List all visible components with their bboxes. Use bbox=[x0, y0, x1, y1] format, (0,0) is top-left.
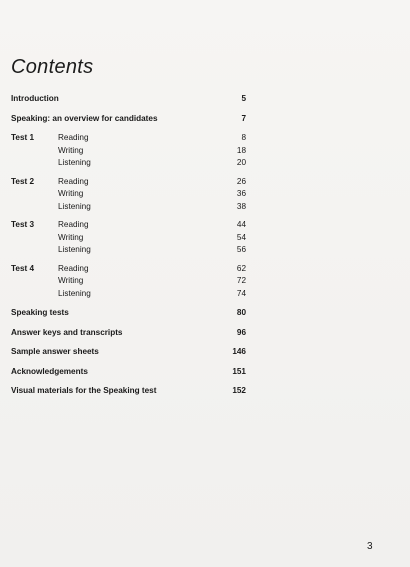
toc-test-4-reading bbox=[11, 263, 246, 276]
toc-test-label: Test 2 bbox=[11, 176, 35, 186]
toc-test-3-reading bbox=[11, 219, 246, 232]
toc-section-page: 44 bbox=[236, 220, 246, 229]
toc-entry-introduction bbox=[11, 93, 246, 106]
toc-entry-label: Speaking tests bbox=[11, 308, 69, 317]
toc-test-label: Test 3 bbox=[11, 220, 35, 229]
toc-entry-label: Acknowledgements bbox=[11, 366, 88, 376]
toc-entry-visual-materials bbox=[11, 385, 246, 398]
toc-section-page: 54 bbox=[236, 232, 246, 242]
toc-entry-acknowledgements bbox=[11, 366, 246, 379]
toc-section-name: Listening bbox=[58, 158, 91, 167]
toc-section-page: 26 bbox=[236, 176, 246, 186]
toc-test-4-writing bbox=[11, 275, 246, 288]
toc-entry-label: Sample answer sheets bbox=[11, 347, 99, 356]
toc-entry-page: 96 bbox=[236, 327, 246, 337]
toc-section-name: Writing bbox=[58, 276, 84, 285]
toc-section-name: Reading bbox=[58, 220, 89, 229]
toc-section-name: Listening bbox=[58, 245, 91, 254]
toc-section-page: 74 bbox=[236, 288, 246, 298]
toc-entry-page: 151 bbox=[232, 366, 246, 376]
toc-entry-page: 146 bbox=[232, 347, 246, 356]
toc-entry-page: 5 bbox=[241, 94, 246, 103]
toc-entry-label: Speaking: an overview for candidates bbox=[11, 113, 158, 123]
toc-test-2-reading bbox=[11, 176, 246, 189]
toc-section-page: 20 bbox=[236, 158, 246, 167]
toc-test-4-listening bbox=[11, 288, 246, 301]
toc-test-label: Test 1 bbox=[11, 133, 35, 142]
toc-entry-label: Visual materials for the Speaking test bbox=[11, 386, 157, 395]
toc-test-2-listening bbox=[11, 201, 246, 214]
toc-entry-label: Introduction bbox=[11, 94, 59, 103]
page-number: 3 bbox=[367, 541, 373, 552]
toc-test-1-listening bbox=[11, 157, 246, 170]
toc-section-name: Writing bbox=[58, 189, 84, 198]
toc-section-name: Reading bbox=[58, 176, 89, 186]
toc-test-2-writing bbox=[11, 188, 246, 201]
toc-test-3-listening bbox=[11, 244, 246, 257]
toc-section-name: Listening bbox=[58, 201, 91, 211]
toc-test-1-reading bbox=[11, 132, 246, 145]
toc-section-name: Reading bbox=[58, 133, 89, 142]
toc-test-label: Test 4 bbox=[11, 263, 35, 273]
toc-section-name: Listening bbox=[58, 288, 91, 298]
toc-entry-sample-answer-sheets bbox=[11, 346, 246, 359]
toc-entry-page: 80 bbox=[236, 308, 246, 317]
toc-test-1-writing bbox=[11, 145, 246, 158]
toc-entry-answer-keys bbox=[11, 327, 246, 340]
toc-entry-page: 7 bbox=[241, 113, 246, 123]
page-title: Contents bbox=[11, 56, 94, 78]
toc-section-name: Writing bbox=[58, 232, 84, 242]
toc-section-page: 62 bbox=[236, 263, 246, 273]
toc-entry-speaking-overview bbox=[11, 113, 246, 126]
toc-entry-label: Answer keys and transcripts bbox=[11, 327, 123, 337]
toc-section-page: 38 bbox=[236, 201, 246, 211]
table-of-contents bbox=[11, 93, 246, 398]
toc-section-page: 18 bbox=[236, 145, 246, 155]
toc-entry-speaking-tests bbox=[11, 307, 246, 320]
toc-section-name: Reading bbox=[58, 263, 89, 273]
toc-entry-page: 152 bbox=[232, 386, 246, 395]
toc-section-page: 8 bbox=[241, 133, 246, 142]
toc-section-page: 36 bbox=[236, 189, 246, 198]
toc-section-page: 56 bbox=[236, 245, 246, 254]
toc-test-3-writing bbox=[11, 232, 246, 245]
toc-section-page: 72 bbox=[236, 276, 246, 285]
toc-section-name: Writing bbox=[58, 145, 84, 155]
